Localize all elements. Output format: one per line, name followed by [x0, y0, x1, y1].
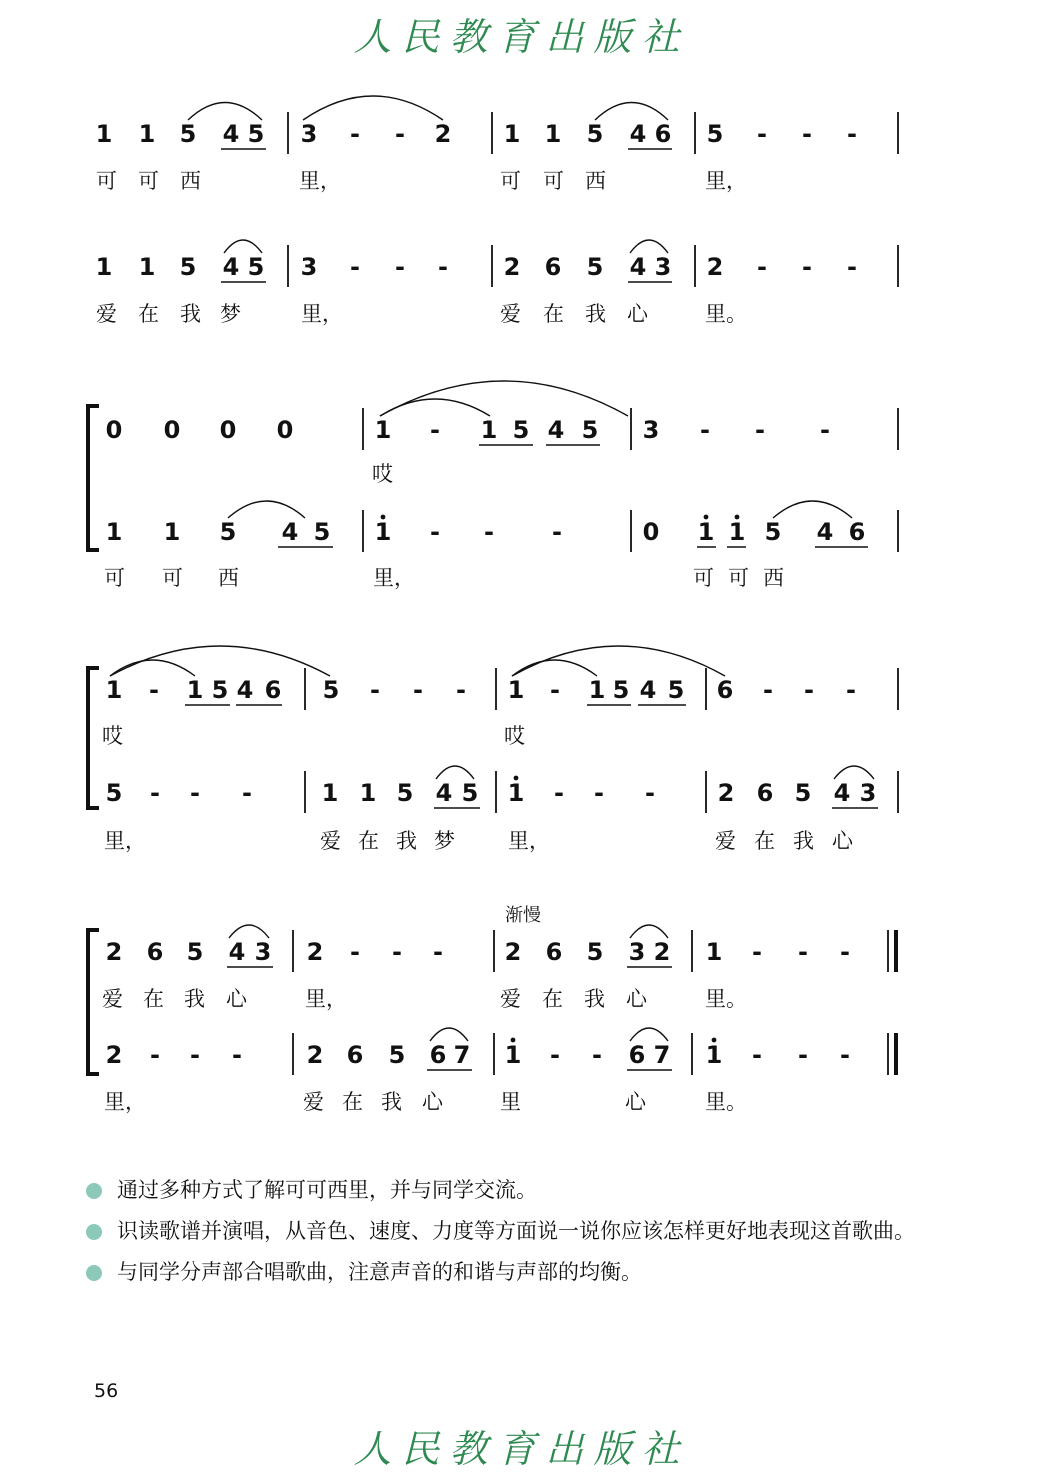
jianpu-note: 5: [794, 779, 812, 807]
slur-arc: [380, 381, 628, 416]
jianpu-note: -: [550, 1041, 560, 1069]
slur-arc: [110, 646, 330, 676]
lyric-syllable: 西: [218, 566, 239, 590]
jianpu-note: 3: [654, 253, 672, 281]
jianpu-note: -: [763, 676, 773, 704]
jianpu-note: 1: [480, 416, 498, 444]
lyric-syllable: 爱: [303, 1090, 324, 1114]
jianpu-note: 2: [717, 779, 735, 807]
lyric-syllable: 心: [832, 829, 853, 853]
jianpu-note: 1: [507, 676, 525, 704]
jianpu-note: 3: [300, 120, 318, 148]
jianpu-note: 1: [728, 518, 746, 546]
jianpu-note: 1: [697, 518, 715, 546]
jianpu-note: -: [847, 120, 857, 148]
jianpu-note: 5: [105, 779, 123, 807]
jianpu-note: -: [350, 938, 360, 966]
jianpu-note: 1: [105, 676, 123, 704]
jianpu-note: -: [755, 416, 765, 444]
lyric-syllable: 里，: [299, 169, 341, 193]
jianpu-note: 4: [639, 676, 657, 704]
jianpu-note: 5: [179, 253, 197, 281]
lyric-syllable: 心: [626, 987, 647, 1011]
jianpu-note: -: [554, 779, 564, 807]
slur-arc: [595, 103, 668, 121]
lyric-syllable: 在: [143, 987, 164, 1011]
jianpu-note: 3: [859, 779, 877, 807]
jianpu-note: -: [840, 1041, 850, 1069]
jianpu-note: 2: [706, 253, 724, 281]
jianpu-note: 0: [642, 518, 660, 546]
jianpu-note: 6: [716, 676, 734, 704]
slur-arc: [773, 501, 852, 518]
jianpu-note: 1: [544, 120, 562, 148]
jianpu-note: 5: [586, 253, 604, 281]
jianpu-note: 5: [706, 120, 724, 148]
jianpu-note: 6: [346, 1041, 364, 1069]
jianpu-note: -: [350, 253, 360, 281]
jianpu-note: 1: [138, 253, 156, 281]
system-bracket: [88, 406, 99, 550]
lyric-syllable: 我: [184, 987, 205, 1011]
lyric-syllable: 可: [728, 566, 749, 590]
bullet-dot-icon: [86, 1183, 102, 1199]
jianpu-note: 5: [322, 676, 340, 704]
jianpu-note: 5: [667, 676, 685, 704]
jianpu-note: 2: [105, 938, 123, 966]
slur-arc: [834, 766, 874, 779]
jianpu-note: -: [484, 518, 494, 546]
jianpu-note: 0: [219, 416, 237, 444]
lyric-syllable: 爱: [320, 829, 341, 853]
jianpu-note: 4: [547, 416, 565, 444]
jianpu-note: 1: [95, 120, 113, 148]
lyric-syllable: 我: [793, 829, 814, 853]
jianpu-note: -: [804, 676, 814, 704]
jianpu-note: -: [370, 676, 380, 704]
jianpu-note: 6: [848, 518, 866, 546]
jianpu-note: -: [242, 779, 252, 807]
activity-list: [86, 1170, 966, 1293]
jianpu-note: 7: [453, 1041, 471, 1069]
lyric-syllable: 在: [138, 302, 159, 326]
slur-arc: [228, 501, 305, 518]
jianpu-note: 4: [435, 779, 453, 807]
jianpu-note: 5: [586, 120, 604, 148]
lyric-syllable: 里，: [508, 829, 550, 853]
jianpu-note: -: [550, 676, 560, 704]
jianpu-note: 2: [653, 938, 671, 966]
jianpu-note: 6: [654, 120, 672, 148]
jianpu-note: 2: [306, 1041, 324, 1069]
lyric-syllable: 里，: [104, 1090, 146, 1114]
jianpu-note: 1: [374, 416, 392, 444]
lyric-syllable: 在: [342, 1090, 363, 1114]
lyric-syllable: 哎: [504, 724, 525, 748]
jianpu-note: 4: [281, 518, 299, 546]
jianpu-note: 1: [705, 1041, 723, 1069]
jianpu-note: 1: [321, 779, 339, 807]
jianpu-note: 1: [504, 1041, 522, 1069]
slur-arc: [110, 660, 195, 676]
jianpu-note: 4: [629, 253, 647, 281]
lyric-syllable: 心: [627, 302, 648, 326]
jianpu-note: 4: [629, 120, 647, 148]
slur-arc: [630, 1028, 668, 1041]
jianpu-note: 5: [512, 416, 530, 444]
jianpu-note: 3: [300, 253, 318, 281]
slur-arc: [630, 925, 668, 938]
lyric-syllable: 里，: [705, 169, 747, 193]
activity-item: [86, 1170, 966, 1211]
lyric-syllable: 心: [422, 1090, 443, 1114]
jianpu-note: 3: [628, 938, 646, 966]
jianpu-note: 5: [461, 779, 479, 807]
jianpu-note: -: [395, 253, 405, 281]
lyric-syllable: 里。: [705, 1090, 747, 1114]
lyric-syllable: 里，: [305, 987, 347, 1011]
system-bracket: [88, 930, 99, 1074]
jianpu-note: -: [802, 120, 812, 148]
jianpu-note: 5: [388, 1041, 406, 1069]
jianpu-note: 0: [105, 416, 123, 444]
jianpu-note: -: [594, 779, 604, 807]
slur-arc: [512, 646, 725, 676]
lyric-syllable: 哎: [372, 462, 393, 486]
jianpu-note: -: [752, 938, 762, 966]
jianpu-note: 5: [586, 938, 604, 966]
jianpu-note: -: [847, 253, 857, 281]
jianpu-note: 5: [396, 779, 414, 807]
jianpu-note: 6: [146, 938, 164, 966]
lyric-syllable: 里，: [104, 829, 146, 853]
lyric-syllable: 爱: [102, 987, 123, 1011]
slur-arc: [224, 240, 262, 253]
lyric-syllable: 我: [381, 1090, 402, 1114]
jianpu-note: 5: [186, 938, 204, 966]
jianpu-note: 4: [222, 120, 240, 148]
lyric-syllable: 在: [543, 302, 564, 326]
jianpu-note: 6: [544, 253, 562, 281]
jianpu-note: -: [149, 676, 159, 704]
jianpu-note: 3: [642, 416, 660, 444]
jianpu-note: -: [802, 253, 812, 281]
lyric-syllable: 可: [693, 566, 714, 590]
lyric-syllable: 爱: [500, 987, 521, 1011]
jianpu-note: 1: [507, 779, 525, 807]
lyric-syllable: 西: [585, 169, 606, 193]
tempo-mark: 渐慢: [505, 905, 541, 926]
jianpu-note: 1: [374, 518, 392, 546]
jianpu-note: -: [150, 1041, 160, 1069]
activity-text: 通过多种方式了解可可西里，并与同学交流。: [117, 1178, 537, 1202]
jianpu-note: -: [840, 938, 850, 966]
activity-item: [86, 1211, 966, 1252]
slur-arc: [430, 1028, 468, 1041]
jianpu-note: 1: [163, 518, 181, 546]
jianpu-note: 5: [612, 676, 630, 704]
jianpu-note: 1: [186, 676, 204, 704]
lyric-syllable: 可: [162, 566, 183, 590]
jianpu-note: 5: [581, 416, 599, 444]
slur-arc: [303, 96, 443, 120]
jianpu-note: -: [757, 253, 767, 281]
lyric-syllable: 爱: [500, 302, 521, 326]
jianpu-note: 0: [163, 416, 181, 444]
lyric-syllable: 里，: [373, 566, 415, 590]
jianpu-note: 1: [359, 779, 377, 807]
jianpu-note: -: [190, 1041, 200, 1069]
jianpu-note: -: [700, 416, 710, 444]
jianpu-note: 6: [545, 938, 563, 966]
lyric-syllable: 哎: [102, 724, 123, 748]
jianpu-note: -: [456, 676, 466, 704]
jianpu-note: 1: [588, 676, 606, 704]
jianpu-note: -: [752, 1041, 762, 1069]
slur-arc: [512, 660, 597, 676]
lyric-syllable: 可: [96, 169, 117, 193]
bullet-dot-icon: [86, 1265, 102, 1281]
lyric-syllable: 里，: [301, 302, 343, 326]
jianpu-note: 7: [653, 1041, 671, 1069]
jianpu-note: -: [150, 779, 160, 807]
jianpu-note: -: [592, 1041, 602, 1069]
activity-text: 识读歌谱并演唱，从音色、速度、力度等方面说一说你应该怎样更好地表现这首歌曲。: [117, 1218, 915, 1243]
lyric-syllable: 心: [625, 1090, 646, 1114]
bullet-dot-icon: [86, 1224, 102, 1240]
lyric-syllable: 我: [396, 829, 417, 853]
lyric-syllable: 可: [104, 566, 125, 590]
lyric-syllable: 里。: [705, 302, 747, 326]
jianpu-note: 4: [236, 676, 254, 704]
jianpu-note: -: [430, 518, 440, 546]
jianpu-note: -: [190, 779, 200, 807]
slur-arc: [188, 103, 262, 121]
lyric-syllable: 里。: [705, 987, 747, 1011]
jianpu-note: 1: [138, 120, 156, 148]
lyric-syllable: 我: [584, 987, 605, 1011]
lyric-syllable: 我: [180, 302, 201, 326]
jianpu-note: 2: [105, 1041, 123, 1069]
jianpu-note: -: [392, 938, 402, 966]
lyric-syllable: 在: [754, 829, 775, 853]
jianpu-note: -: [413, 676, 423, 704]
jianpu-note: 4: [228, 938, 246, 966]
jianpu-note: -: [350, 120, 360, 148]
lyric-syllable: 心: [226, 987, 247, 1011]
jianpu-note: 3: [254, 938, 272, 966]
jianpu-note: -: [645, 779, 655, 807]
lyric-syllable: 爱: [96, 302, 117, 326]
jianpu-note: 0: [276, 416, 294, 444]
jianpu-note: -: [438, 253, 448, 281]
lyric-syllable: 爱: [715, 829, 736, 853]
jianpu-note: 6: [628, 1041, 646, 1069]
jianpu-note: -: [846, 676, 856, 704]
jianpu-note: 6: [264, 676, 282, 704]
jianpu-note: 5: [247, 253, 265, 281]
jianpu-note: 1: [105, 518, 123, 546]
page-number: 56: [94, 1380, 119, 1402]
lyric-syllable: 可: [543, 169, 564, 193]
jianpu-note: 1: [503, 120, 521, 148]
jianpu-note: -: [798, 938, 808, 966]
system-bracket: [88, 668, 99, 808]
jianpu-note: 4: [222, 253, 240, 281]
lyric-syllable: 在: [358, 829, 379, 853]
score-text: [96, 120, 877, 1115]
jianpu-note: -: [757, 120, 767, 148]
jianpu-note: 1: [95, 253, 113, 281]
jianpu-note: 4: [833, 779, 851, 807]
slur-arc: [229, 925, 269, 938]
activity-text: 与同学分声部合唱歌曲，注意声音的和谐与声部的均衡。: [117, 1259, 642, 1284]
jianpu-note: 5: [764, 518, 782, 546]
jianpu-note: -: [395, 120, 405, 148]
jianpu-note: -: [820, 416, 830, 444]
jianpu-note: 5: [179, 120, 197, 148]
jianpu-note: 5: [219, 518, 237, 546]
slur-arc: [436, 766, 474, 779]
lyric-syllable: 可: [500, 169, 521, 193]
jianpu-note: 5: [313, 518, 331, 546]
lyric-syllable: 我: [585, 302, 606, 326]
jianpu-note: 6: [429, 1041, 447, 1069]
lyric-syllable: 梦: [434, 829, 455, 853]
slur-arc: [630, 240, 668, 253]
lyric-syllable: 西: [763, 566, 784, 590]
jianpu-note: -: [232, 1041, 242, 1069]
jianpu-note: -: [552, 518, 562, 546]
lyric-syllable: 西: [180, 169, 201, 193]
lyric-syllable: 梦: [220, 302, 241, 326]
lyric-syllable: 可: [138, 169, 159, 193]
jianpu-note: 6: [756, 779, 774, 807]
jianpu-note: 5: [211, 676, 229, 704]
jianpu-note: 4: [816, 518, 834, 546]
lyric-syllable: 在: [542, 987, 563, 1011]
jianpu-note: -: [433, 938, 443, 966]
jianpu-note: -: [798, 1041, 808, 1069]
jianpu-note: 2: [306, 938, 324, 966]
jianpu-note: -: [430, 416, 440, 444]
lyric-syllable: 里: [500, 1090, 521, 1114]
activity-item: [86, 1252, 966, 1293]
jianpu-note: 5: [247, 120, 265, 148]
jianpu-note: 2: [503, 253, 521, 281]
jianpu-note: 2: [434, 120, 452, 148]
jianpu-note: 2: [504, 938, 522, 966]
jianpu-note: 1: [705, 938, 723, 966]
publisher-header: 人民教育出版社: [353, 15, 690, 59]
publisher-footer: 人民教育出版社: [353, 1427, 690, 1471]
